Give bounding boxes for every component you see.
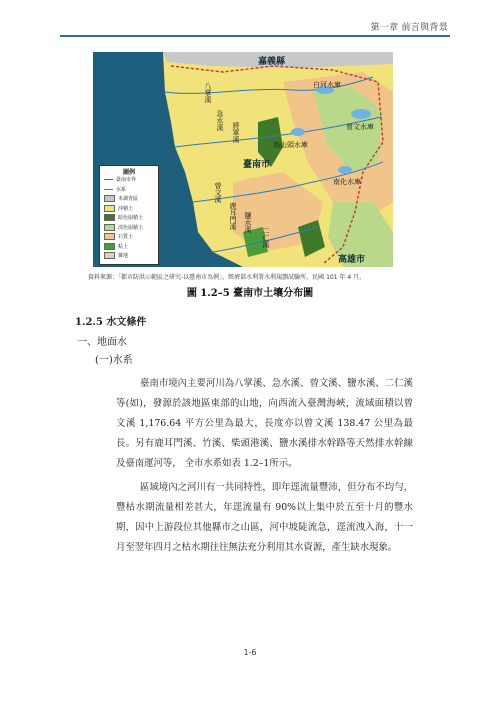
legend-item [104, 214, 143, 223]
map-label-wushantou: 烏山頭水庫 [273, 141, 308, 149]
legend-label: 水系 [116, 186, 127, 193]
legend-item [104, 243, 128, 252]
map-label-jishui: 急水溪 [216, 110, 224, 131]
legend-label: 臺南市界 [116, 177, 137, 183]
subheading-water-system: (一)水系 [95, 355, 133, 366]
figure-caption: 圖 1.2–5 臺南市土壤分布圖 [186, 288, 314, 299]
legend-item [104, 205, 133, 214]
legend-item [104, 233, 133, 242]
map-label-erren: 二仁溪 [262, 227, 270, 248]
legend-label: 淡色崩積土 [118, 224, 144, 231]
legend-item [104, 176, 136, 185]
section-heading: 1.2.5 水文條件 [75, 317, 147, 328]
map-label-tainan: 臺南市 [243, 160, 271, 170]
legend-line-symbol [104, 189, 113, 190]
legend-label: 雜地 [118, 253, 129, 259]
legend-item [104, 186, 126, 195]
legend-line-symbol [104, 179, 113, 180]
legend-title: 圖例 [122, 169, 135, 176]
map-label-kaohsiung: 高雄市 [338, 255, 366, 265]
map-label-baihe: 白河水庫 [313, 81, 341, 89]
reservoir-nanhua [338, 166, 352, 174]
legend-label: 沖積土 [118, 205, 134, 212]
legend-swatch [104, 243, 115, 250]
page-number: 1-6 [243, 648, 257, 657]
legend-swatch [104, 195, 115, 202]
legend-swatch [104, 252, 115, 259]
legend-swatch [104, 214, 115, 221]
running-title: 第一章 前言與背景 [370, 23, 448, 33]
map-label-lutou: 鹿耳門溪 [229, 202, 237, 230]
map-label-zengwen-reservoir: 曾文水庫 [346, 123, 374, 131]
map-label-jiangjun: 將軍溪 [232, 122, 240, 143]
map-label-chiayi: 嘉義縣 [258, 57, 286, 67]
page-header [60, 18, 450, 38]
legend-label: 石質土 [118, 234, 134, 240]
legend-swatch [104, 233, 115, 240]
figure-source: 資料來源：「都市防洪示範區之研究-以臺南市為例」，經濟部水利署水利規劃試驗所，民國 101 年 4 月。 [88, 274, 366, 281]
map-label-yanshui: 鹽水溪 [244, 212, 252, 233]
paragraph-river-overview: 臺南市境內主要河川為八掌溪、急水溪、曾文溪、鹽水溪、二仁溪等(如)，發源於該地區東部的山地，向西流入臺灣海峽，流域面積以曾文溪 1,176.64 平方公里為最大，長度亦以曾文溪 138.47 公里為最長。另有鹿耳門溪、竹溪、柴頭港溪、鹽水溪排水幹路等天然排水幹線及臺南運河等， 全市水系如表 1.2–1所示。 [116, 378, 413, 470]
legend-label: 暗色崩積土 [118, 215, 144, 221]
map-label-bazhang: 八掌溪 [204, 82, 212, 103]
map-label-nanhua: 南化水庫 [333, 178, 361, 186]
legend-label: 粘土 [118, 243, 129, 250]
legend-swatch [104, 224, 115, 231]
legend-label: 未調查區 [118, 196, 139, 202]
reservoir-wushantou [291, 128, 305, 136]
legend-item [104, 252, 128, 261]
legend-item [104, 224, 143, 233]
map-label-zengwen: 曾文溪 [214, 182, 222, 203]
reservoir-zengwen [351, 109, 371, 119]
header-rule [60, 35, 450, 37]
subheading-surface-water: 一、地面水 [77, 337, 127, 348]
legend-item [104, 195, 138, 204]
legend-swatch [104, 205, 115, 212]
map-legend [99, 165, 159, 265]
paragraph-runoff-characteristics: 區域境內之河川有一共同特性，即年逕流量豐沛，但分布不均勻，豐枯水期流量相差甚大，年逕流量有 90%以上集中於五至十月的豐水期，因中上游段位其他縣市之山區，河中坡陡流急，逕流洩入海，十一月至翌年四月之枯水期往往無法充分利用其水資源，產生缺水現象。 [116, 482, 413, 554]
